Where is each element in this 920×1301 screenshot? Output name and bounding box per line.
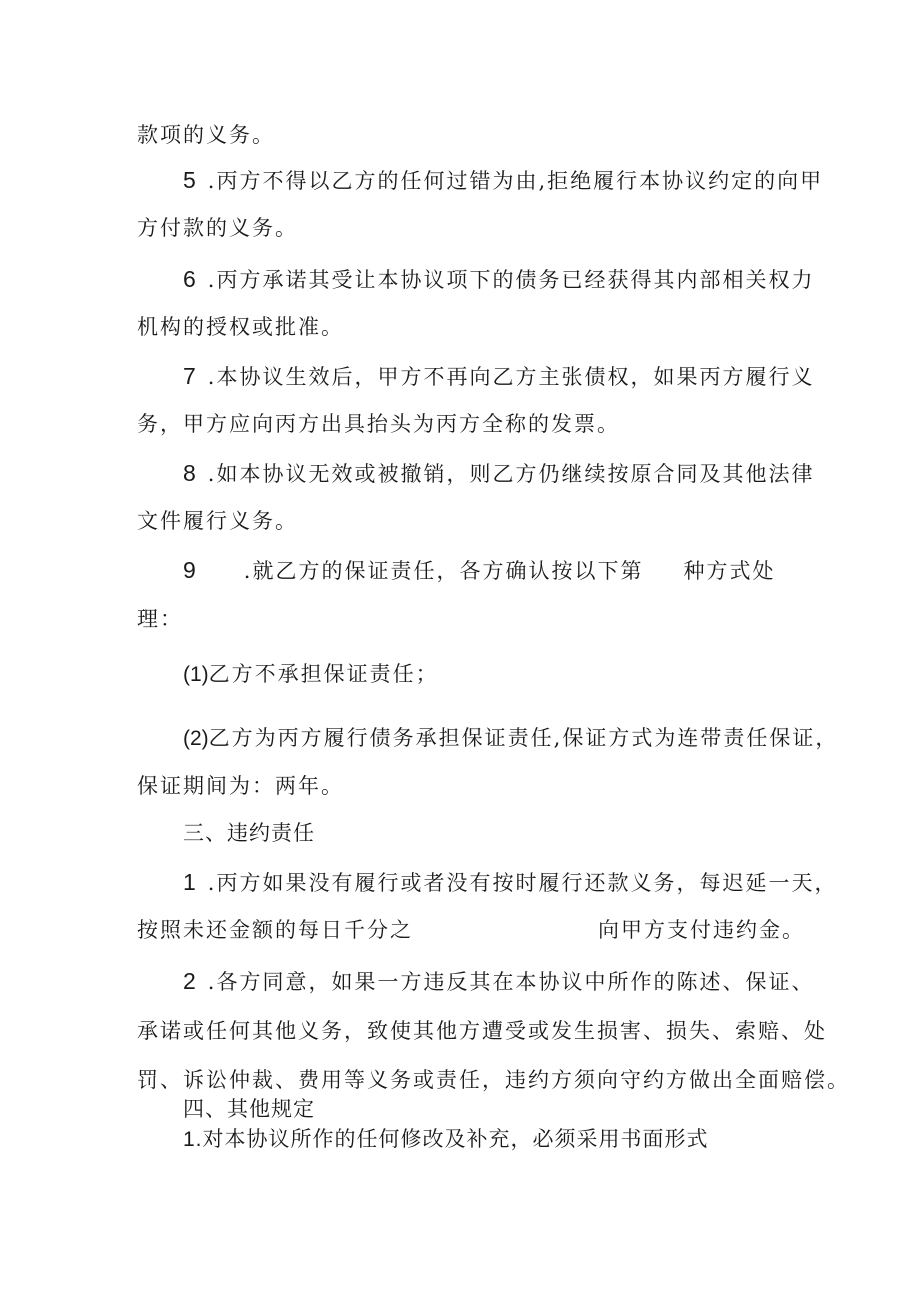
clause-9-line-1: 9 .就乙方的保证责任，各方确认按以下第 种方式处: [183, 557, 776, 583]
clause-7-line-2: 务，甲方应向丙方出具抬头为丙方全称的发票。: [137, 412, 620, 436]
clause-number: 8: [183, 460, 196, 486]
clause-5-line-2: 方付款的义务。: [137, 216, 298, 240]
clause-number: 5: [183, 167, 196, 193]
option-number: (2): [183, 727, 209, 750]
clause-number: 9: [183, 557, 196, 583]
clause-8-line-2: 文件履行义务。: [137, 509, 298, 533]
liability-2-line-3: 罚、诉讼仲裁、费用等义务或责任，违约方须向守约方做出全面赔偿。: [137, 1068, 850, 1092]
option-1: (1)乙方不承担保证责任；: [183, 662, 439, 686]
clause-number: 1: [183, 869, 196, 895]
clause-9-line-2: 理：: [137, 607, 183, 631]
option-number: (1): [183, 663, 209, 686]
section-3-heading: 三、违约责任: [183, 822, 315, 845]
clause-number: 7: [183, 363, 196, 389]
clause-5-line-1: 5 .丙方不得以乙方的任何过错为由,拒绝履行本协议约定的向甲: [183, 167, 824, 193]
clause-6-line-2: 机构的授权或批准。: [137, 315, 344, 339]
paragraph-tail: 款项的义务。: [137, 123, 275, 147]
clause-number: 2: [183, 968, 196, 994]
clause-7-line-1: 7 .本协议生效后，甲方不再向乙方主张债权，如果丙方履行义: [183, 363, 815, 389]
section-4-heading: 四、其他规定: [183, 1098, 315, 1121]
option-2-line-2: 保证期间为：两年。: [137, 774, 344, 798]
liability-2-line-2: 承诺或任何其他义务，致使其他方遭受或发生损害、损失、索赔、处: [137, 1019, 827, 1043]
option-2-line-1: (2)乙方为丙方履行债务承担保证责任,保证方式为连带责任保证，: [183, 726, 839, 750]
clause-8-line-1: 8 .如本协议无效或被撤销，则乙方仍继续按原合同及其他法律: [183, 460, 815, 486]
liability-1-line-2: 按照未还金额的每日千分之 向甲方支付违约金。: [137, 918, 805, 942]
liability-1-line-1: 1 .丙方如果没有履行或者没有按时履行还款义务，每迟延一天，: [183, 869, 838, 895]
clause-6-line-1: 6 .丙方承诺其受让本协议项下的债务已经获得其内部相关权力: [183, 266, 815, 292]
other-provision-1: 1.对本协议所作的任何修改及补充，必须采用书面形式: [183, 1128, 709, 1151]
liability-2-line-1: 2 .各方同意，如果一方违反其在本协议中所作的陈述、保证、: [183, 968, 815, 994]
clause-number: 6: [183, 266, 196, 292]
